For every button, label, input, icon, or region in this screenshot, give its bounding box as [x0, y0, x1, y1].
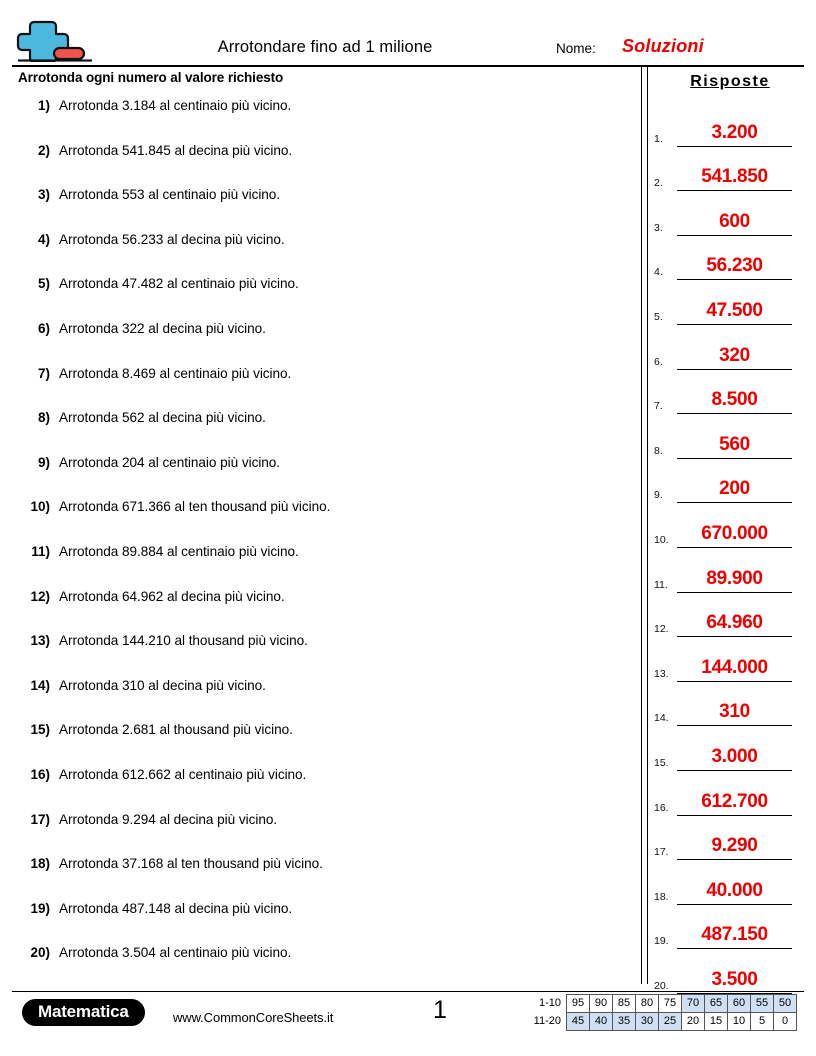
answer-value: 310 — [719, 701, 750, 723]
page-number: 1 — [433, 996, 447, 1024]
question-text: Arrotonda 562 al decina più vicino. — [59, 410, 266, 426]
answer-row — [649, 107, 816, 152]
question-row — [0, 759, 640, 804]
answer-index: 5. — [654, 310, 663, 323]
score-grid-cell[interactable]: 75 — [659, 995, 682, 1013]
answer-underline — [677, 592, 792, 593]
answer-row — [649, 508, 816, 553]
answer-list — [649, 107, 816, 999]
score-grid-cell[interactable]: 90 — [590, 995, 613, 1013]
answer-underline — [677, 815, 792, 816]
answer-underline — [677, 681, 792, 682]
question-row — [0, 804, 640, 849]
score-grid-cell[interactable]: 25 — [659, 1013, 682, 1031]
question-list — [0, 90, 640, 982]
question-text: Arrotonda 89.884 al centinaio più vicino. — [59, 543, 299, 559]
score-grid-cell[interactable]: 10 — [728, 1013, 751, 1031]
name-value: Soluzioni — [622, 36, 704, 56]
question-text: Arrotonda 541.845 al decina più vicino. — [59, 142, 293, 158]
question-number: 10) — [30, 499, 50, 515]
question-row — [0, 313, 640, 358]
answer-value: 3.200 — [711, 121, 758, 143]
score-grid-cell[interactable]: 65 — [705, 995, 728, 1013]
question-row — [0, 625, 640, 670]
answer-underline — [677, 904, 792, 905]
score-grid-cell[interactable]: 85 — [613, 995, 636, 1013]
score-grid-cell[interactable]: 45 — [567, 1013, 590, 1031]
question-row — [0, 358, 640, 403]
question-row — [0, 224, 640, 269]
question-number: 16) — [30, 766, 50, 782]
question-row — [0, 893, 640, 938]
question-text: Arrotonda 612.662 al centinaio più vicino. — [59, 766, 307, 782]
answer-index: 7. — [654, 400, 663, 413]
plus-minus-math-logo-icon — [16, 18, 94, 62]
brand-label: Matematica — [38, 1002, 129, 1021]
score-grid-cell[interactable]: 30 — [636, 1013, 659, 1031]
answer-underline — [677, 948, 792, 949]
answer-row — [649, 152, 816, 197]
question-text: Arrotonda 64.962 al decina più vicino. — [59, 588, 285, 604]
question-text: Arrotonda 553 al centinaio più vicino. — [59, 187, 281, 203]
answer-index: 20. — [654, 979, 669, 992]
answer-underline — [677, 235, 792, 236]
answer-underline — [677, 502, 792, 503]
score-grid-cell[interactable]: 35 — [613, 1013, 636, 1031]
question-number: 8) — [37, 410, 50, 426]
answer-underline — [677, 636, 792, 637]
answer-value: 144.000 — [701, 656, 768, 678]
score-grid-cell[interactable]: 20 — [682, 1013, 705, 1031]
answer-underline — [677, 725, 792, 726]
question-row — [0, 402, 640, 447]
question-text: Arrotonda 3.184 al centinaio più vicino. — [59, 98, 292, 113]
answer-row — [649, 642, 816, 687]
answer-underline — [677, 859, 792, 860]
question-row — [0, 848, 640, 893]
answer-row — [649, 954, 816, 999]
answer-value: 47.500 — [706, 299, 763, 321]
question-text: Arrotonda 8.469 al centinaio più vicino. — [59, 365, 292, 381]
answer-index: 6. — [654, 355, 663, 368]
score-grid-row-label: 11-20 — [533, 1015, 561, 1027]
website-url: www.CommonCoreSheets.it — [173, 1010, 334, 1025]
answer-row — [649, 553, 816, 598]
answer-underline — [677, 547, 792, 548]
answer-underline — [677, 324, 792, 325]
answer-index: 15. — [654, 756, 669, 769]
score-grid-cell[interactable]: 70 — [682, 995, 705, 1013]
score-grid-cell[interactable]: 40 — [590, 1013, 613, 1031]
question-number: 20) — [30, 945, 50, 961]
instruction-text: Arrotonda ogni numero al valore richiesto — [18, 70, 284, 85]
question-text: Arrotonda 37.168 al ten thousand più vicino. — [59, 856, 323, 872]
answer-index: 1. — [654, 132, 663, 145]
question-number: 12) — [30, 588, 50, 604]
answer-value: 56.230 — [706, 255, 763, 277]
answer-value: 200 — [719, 478, 750, 500]
score-grid-row — [523, 995, 797, 1013]
question-number: 13) — [30, 633, 50, 649]
score-grid-cell[interactable]: 15 — [705, 1013, 728, 1031]
answer-row — [649, 375, 816, 420]
question-row — [0, 90, 640, 135]
question-text: Arrotonda 310 al decina più vicino. — [59, 677, 266, 693]
answer-value: 89.900 — [706, 567, 763, 589]
answer-value: 670.000 — [701, 522, 768, 544]
answer-index: 3. — [654, 221, 663, 234]
name-label: Nome: — [556, 41, 596, 56]
answer-index: 11. — [654, 578, 668, 591]
answer-underline — [677, 413, 792, 414]
answer-index: 18. — [654, 890, 669, 903]
column-divider — [641, 66, 649, 984]
answer-row — [649, 196, 816, 241]
question-number: 1) — [37, 98, 50, 113]
answer-underline — [677, 458, 792, 459]
answer-row — [649, 598, 816, 643]
answer-value: 8.500 — [711, 389, 758, 411]
score-grid — [523, 994, 797, 1031]
answer-value: 3.000 — [711, 745, 758, 767]
question-row — [0, 670, 640, 715]
worksheet-header — [0, 0, 816, 68]
answer-row — [649, 731, 816, 776]
question-text: Arrotonda 671.366 al ten thousand più vicino. — [59, 499, 331, 515]
question-number: 15) — [30, 722, 50, 738]
answer-index: 17. — [654, 846, 669, 859]
answer-value: 600 — [719, 210, 750, 232]
answers-panel — [649, 66, 816, 992]
answer-row — [649, 687, 816, 732]
answer-index: 2. — [654, 177, 663, 190]
answer-value: 3.500 — [711, 968, 758, 990]
question-row — [0, 179, 640, 224]
question-number: 18) — [30, 856, 50, 872]
answer-index: 12. — [654, 623, 669, 636]
answer-row — [649, 910, 816, 955]
question-number: 3) — [37, 187, 50, 203]
question-text: Arrotonda 144.210 al thousand più vicino. — [59, 633, 308, 649]
question-text: Arrotonda 9.294 al decina più vicino. — [59, 811, 278, 827]
question-number: 17) — [30, 811, 50, 827]
page-title: Arrotondare fino ad 1 milione — [217, 38, 433, 56]
question-text: Arrotonda 204 al centinaio più vicino. — [59, 454, 281, 470]
answer-value: 64.960 — [706, 612, 763, 634]
question-row — [0, 447, 640, 492]
answers-panel-title: Risposte — [690, 73, 770, 90]
question-text: Arrotonda 487.148 al decina più vicino. — [59, 900, 293, 916]
answer-row — [649, 330, 816, 375]
answer-index: 16. — [654, 801, 669, 814]
question-row — [0, 937, 640, 982]
score-grid-row — [523, 1013, 797, 1031]
question-text: Arrotonda 322 al decina più vicino. — [59, 320, 266, 336]
brand-badge — [22, 999, 145, 1026]
answer-value: 487.150 — [701, 924, 768, 946]
question-row — [0, 714, 640, 759]
score-grid-cell[interactable]: 60 — [728, 995, 751, 1013]
answer-index: 10. — [654, 533, 669, 546]
answer-row — [649, 776, 816, 821]
score-grid-row-label: 1-10 — [538, 997, 561, 1009]
question-text: Arrotonda 47.482 al centinaio più vicino. — [59, 276, 299, 292]
score-grid-cell[interactable]: 5 — [751, 1013, 774, 1031]
question-number: 7) — [37, 365, 50, 381]
answer-value: 560 — [719, 433, 750, 455]
answer-value: 320 — [719, 344, 750, 366]
answer-index: 8. — [654, 444, 663, 457]
score-grid-cell[interactable]: 80 — [636, 995, 659, 1013]
answer-index: 14. — [654, 712, 669, 725]
answer-row — [649, 285, 816, 330]
question-number: 4) — [37, 231, 50, 247]
answer-value: 612.700 — [701, 790, 768, 812]
score-grid-cell[interactable]: 50 — [774, 995, 797, 1013]
score-grid-cell[interactable]: 55 — [751, 995, 774, 1013]
answer-row — [649, 865, 816, 910]
question-row — [0, 581, 640, 626]
answer-underline — [677, 369, 792, 370]
question-text: Arrotonda 56.233 al decina più vicino. — [59, 231, 285, 247]
answer-index: 9. — [654, 489, 663, 502]
question-number: 9) — [37, 454, 50, 470]
question-row — [0, 135, 640, 180]
answer-underline — [677, 770, 792, 771]
question-number: 2) — [37, 142, 50, 158]
answer-index: 4. — [654, 266, 663, 279]
answer-value: 541.850 — [701, 166, 768, 188]
answer-underline — [677, 146, 792, 147]
question-row — [0, 536, 640, 581]
answer-underline — [677, 190, 792, 191]
score-grid-cell[interactable]: 0 — [774, 1013, 797, 1031]
question-number: 5) — [37, 276, 50, 292]
answer-index: 19. — [654, 935, 669, 948]
answer-row — [649, 419, 816, 464]
answer-row — [649, 241, 816, 286]
question-text: Arrotonda 2.681 al thousand più vicino. — [59, 722, 293, 738]
question-number: 14) — [30, 677, 50, 693]
answer-row — [649, 464, 816, 509]
question-number: 11) — [31, 543, 50, 559]
question-number: 6) — [37, 320, 50, 336]
question-row — [0, 268, 640, 313]
question-number: 19) — [30, 900, 50, 916]
answer-row — [649, 821, 816, 866]
answer-underline — [677, 279, 792, 280]
footer-divider-rule — [12, 991, 804, 992]
answer-index: 13. — [654, 667, 669, 680]
score-grid-cell[interactable]: 95 — [567, 995, 590, 1013]
question-text: Arrotonda 3.504 al centinaio più vicino. — [59, 945, 292, 961]
answer-value: 40.000 — [706, 879, 763, 901]
question-row — [0, 491, 640, 536]
answer-value: 9.290 — [711, 835, 758, 857]
